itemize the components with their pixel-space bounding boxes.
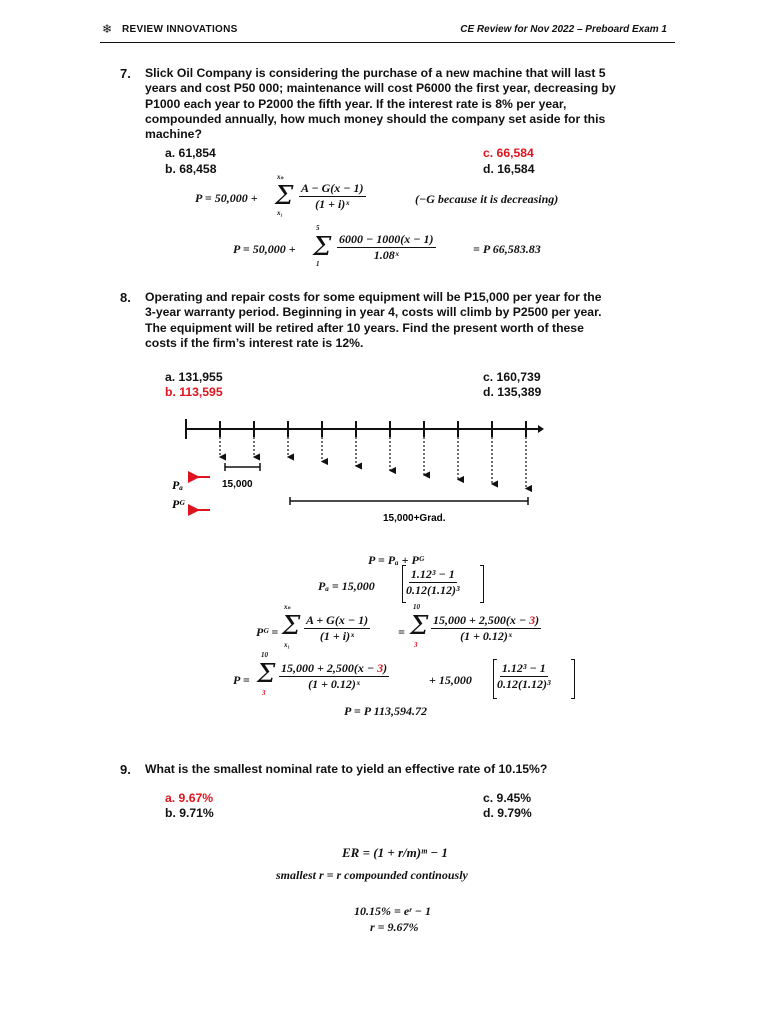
bracket-right-icon bbox=[480, 565, 484, 603]
sigma-icon: Σ bbox=[410, 611, 429, 641]
bracket-right-icon bbox=[571, 659, 575, 699]
q8-result: P = P 113,594.72 bbox=[344, 704, 427, 718]
q9-option-a: a. 9.67% bbox=[165, 791, 214, 805]
header-right: CE Review for Nov 2022 – Preboard Exam 1 bbox=[460, 24, 667, 35]
q8-eq-pg-denominator-2: (1 + 0.12)ˣ bbox=[460, 629, 513, 643]
q7-option-a: a. 61,854 bbox=[165, 146, 216, 160]
q8-eq-pg-numerator-2-close: ) bbox=[535, 613, 540, 627]
q8-eq-final-fraction bbox=[279, 661, 389, 692]
q7-text bbox=[145, 66, 675, 142]
q8-eq-final bbox=[233, 651, 593, 705]
gradient-label: 15,000+Grad. bbox=[383, 513, 446, 524]
q7-option-b: b. 68,458 bbox=[165, 162, 217, 176]
q8-eq-pg-fraction-2 bbox=[431, 613, 541, 644]
q7-line: machine? bbox=[145, 127, 202, 142]
sigma-icon: Σ bbox=[282, 611, 301, 641]
q9-eq-er: ER = (1 + r/m)ᵐ − 1 bbox=[342, 845, 448, 860]
q7-eq2-fraction bbox=[337, 232, 436, 263]
q7-eq2-denominator: 1.08ˣ bbox=[373, 248, 399, 262]
header-left: REVIEW INNOVATIONS bbox=[122, 24, 238, 35]
q9-option-d: d. 9.79% bbox=[483, 806, 532, 820]
q8-eq-final-sum-bottom: 3 bbox=[262, 689, 266, 697]
q9-eq-note: smallest r = r compounded continously bbox=[276, 868, 468, 882]
pg-label: Pᴳ bbox=[172, 497, 185, 511]
pa-label: Pₐ bbox=[172, 478, 183, 492]
timeline-arrow-icon bbox=[538, 425, 544, 433]
q7-eq1-numerator: A − G(x − 1) bbox=[301, 181, 364, 195]
sigma-icon: Σ bbox=[313, 232, 332, 262]
q8-eq-pg-lhs: Pᴳ = bbox=[256, 625, 279, 639]
q8-line: Operating and repair costs for some equipment will be P15,000 per year for the bbox=[145, 290, 602, 304]
q9-option-c: c. 9.45% bbox=[483, 791, 532, 805]
uniform-label: 15,000 bbox=[222, 479, 253, 490]
q8-eq-pa-fraction bbox=[406, 567, 460, 598]
q8-eq-final-numerator: 15,000 + 2,500(x − bbox=[281, 661, 378, 675]
q8-eq-p: P = Pₐ + Pᴳ bbox=[368, 553, 424, 567]
q8-number: 8. bbox=[120, 290, 131, 305]
q8-eq-pg-sum-bottom-2: 3 bbox=[414, 641, 418, 649]
q7-line: compounded annually, how much money should the company set aside for this bbox=[145, 111, 606, 126]
q8-eq-pg-numerator-2: 15,000 + 2,500(x − bbox=[433, 613, 530, 627]
q8-eq-pa-numerator: 1.12³ − 1 bbox=[410, 567, 455, 581]
q8-line: 3-year warranty period. Beginning in year 4, costs will climb by P2500 per year. bbox=[145, 305, 602, 320]
q7-option-c: c. 66,584 bbox=[483, 146, 534, 160]
q8-eq-pa bbox=[318, 565, 518, 605]
q8-eq-pg-sum-bottom: x₁ bbox=[284, 641, 290, 649]
q7-eq1-lhs: P = 50,000 + bbox=[195, 191, 258, 205]
logo-icon: ❄ bbox=[102, 22, 113, 36]
q8-eq-final-bracket-fraction bbox=[497, 661, 551, 692]
q7-eq2-lhs: P = 50,000 + bbox=[233, 242, 296, 256]
sigma-icon: Σ bbox=[275, 181, 294, 211]
q8-eq-pg-sum-top: xₙ bbox=[284, 603, 291, 611]
q8-eq-final-lhs: P = bbox=[233, 673, 250, 687]
q8-text bbox=[145, 290, 675, 351]
q9-text: What is the smallest nominal rate to yield an effective rate of 10.15%? bbox=[145, 762, 548, 776]
q8-eq-pa-denominator: 0.12(1.12)³ bbox=[406, 583, 460, 597]
q9-eq-line-2: r = 9.67% bbox=[370, 920, 419, 934]
q8-eq-final-numerator-highlight: 3 bbox=[377, 661, 384, 675]
q7-number: 7. bbox=[120, 66, 131, 81]
q7-eq1-sum-bottom: x₁ bbox=[277, 209, 283, 217]
q8-option-a: a. 131,955 bbox=[165, 370, 223, 384]
q7-eq1-note: (−G because it is decreasing) bbox=[415, 192, 559, 206]
q8-option-b: b. 113,595 bbox=[165, 385, 223, 399]
q7-eq2-numerator: 6000 − 1000(x − 1) bbox=[339, 232, 434, 246]
q8-eq-pg-numerator-2-highlight: 3 bbox=[529, 613, 536, 627]
q8-eq-pg-fraction-1 bbox=[304, 613, 370, 644]
q8-option-c: c. 160,739 bbox=[483, 370, 541, 384]
q8-eq-final-sum-top: 10 bbox=[261, 651, 268, 659]
q8-eq-final-denominator: (1 + 0.12)ˣ bbox=[308, 677, 361, 691]
equals-sign: = bbox=[398, 625, 405, 639]
q7-line: years and cost P50 000; maintenance will cost P6000 the first year, decreasing by bbox=[145, 81, 616, 96]
q7-eq1-fraction bbox=[299, 181, 366, 212]
q7-eq2-result: = P 66,583.83 bbox=[473, 242, 541, 256]
q7-equation-1 bbox=[195, 175, 635, 220]
q8-eq-pa-lhs: Pₐ = 15,000 bbox=[318, 579, 375, 593]
q8-eq-final-bracket-numerator: 1.12³ − 1 bbox=[501, 661, 546, 675]
q7-eq2-sum-bottom: 1 bbox=[316, 260, 320, 268]
q7-eq1-sum-top: xₙ bbox=[277, 173, 284, 181]
q8-eq-final-mid: + 15,000 bbox=[429, 673, 472, 687]
q7-eq1-denominator: (1 + i)ˣ bbox=[315, 197, 350, 211]
q8-option-d: d. 135,389 bbox=[483, 385, 542, 399]
q8-eq-pg-denominator-1: (1 + i)ˣ bbox=[319, 629, 355, 643]
q7-eq2-sum-top: 5 bbox=[316, 224, 320, 232]
cash-flow-diagram bbox=[170, 415, 560, 530]
q7-line: P1000 each year to P2000 the fifth year. If the interest rate is 8% per year, bbox=[145, 96, 567, 111]
q9-number: 9. bbox=[120, 762, 131, 777]
q8-eq-pg-numerator-1: A + G(x − 1) bbox=[306, 613, 369, 627]
q9-eq-line-1: 10.15% = eʳ − 1 bbox=[354, 904, 431, 918]
page-header bbox=[100, 22, 675, 43]
q8-line: The equipment will be retired after 10 years. Find the present worth of these bbox=[145, 320, 584, 335]
q8-eq-final-bracket-denominator: 0.12(1.12)³ bbox=[497, 677, 551, 691]
q7-line: Slick Oil Company is considering the purchase of a new machine that will last 5 bbox=[145, 66, 606, 80]
q8-line: costs if the firm’s interest rate is 12%. bbox=[145, 335, 364, 350]
q9-option-b: b. 9.71% bbox=[165, 806, 214, 820]
q7-option-d: d. 16,584 bbox=[483, 162, 535, 176]
q8-eq-pg bbox=[256, 605, 586, 653]
q7-equation-2 bbox=[233, 226, 653, 271]
sigma-icon: Σ bbox=[257, 659, 276, 689]
q8-eq-final-numerator-close: ) bbox=[383, 661, 388, 675]
q8-eq-pg-sum-top-2: 10 bbox=[413, 603, 420, 611]
